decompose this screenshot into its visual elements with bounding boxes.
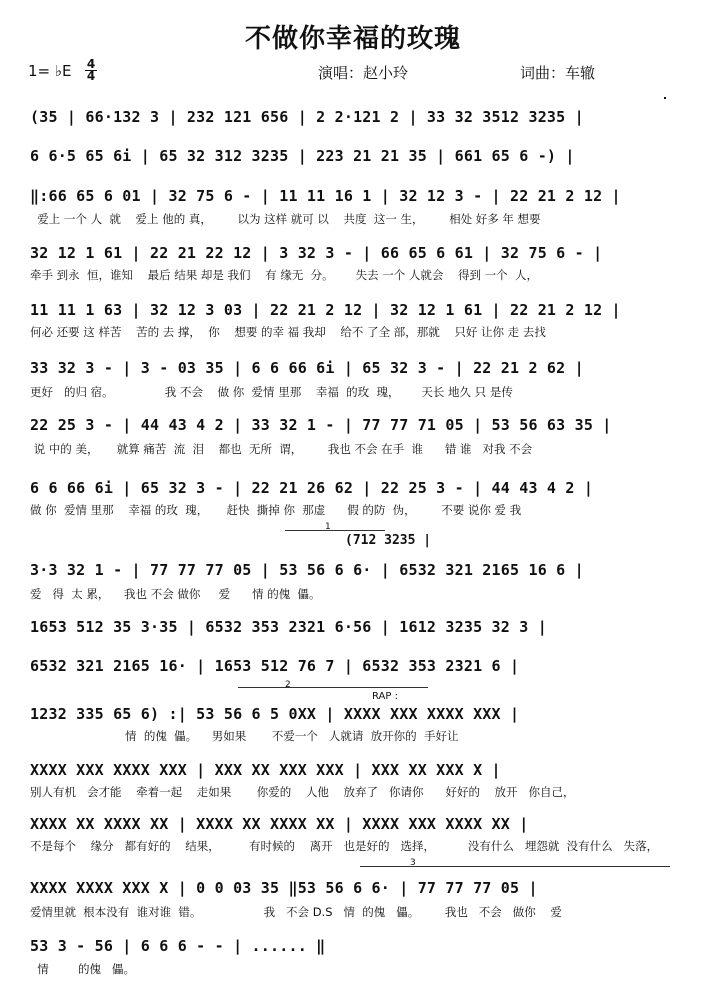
time-signature bbox=[84, 59, 98, 82]
time-signature-top: 4 bbox=[86, 57, 96, 71]
notation-line: 53 3 - 56 | 6 6 6 - - | ...... ‖ bbox=[30, 937, 326, 955]
lyrics-line: 说 中的 美， 就算 痛苦 流 泪 都也 无所 谓， 我也 不会 在手 谁 错 谁 对我 不会 bbox=[30, 442, 533, 456]
lyrics-line: 不是每个 缘分 都有好的 结果， 有时候的 离开 也是好的 选择， 没有什么 埋怨就 没有什么 失落， bbox=[30, 839, 659, 853]
notation-line: 6 6 66 6i | 65 32 3 - | 22 21 26 62 | 22 25 3 - | 44 43 4 2 | bbox=[30, 479, 594, 497]
lyrics-line: 爱 得 太 累， 我也 不会 做你 爱 情 的傀 儡。 bbox=[30, 587, 321, 601]
notation-line: XXXX XXXX XXX X | 0 0 03 35 ‖53 56 6 6· | 77 77 77 05 | bbox=[30, 879, 538, 897]
lyrics-line: 情 的傀 儡。 男如果 不爱一个 人就请 放开你的 手好让 bbox=[30, 729, 459, 743]
lyrics-line: 何必 还要 这 样苦 苦的 去 撑， 你 想要 的幸 福 我却 给不 了全 部，那就 只好 让你 走 去找 bbox=[30, 325, 546, 339]
notation-line: 11 11 1 63 | 32 12 3 03 | 22 21 2 12 | 32 12 1 61 | 22 21 2 12 | bbox=[30, 301, 621, 319]
notation-line: (35 | 66·132 3 | 232 121 656 | 2 2·121 2 | 33 32 3512 3235 | bbox=[30, 108, 584, 126]
volta-label-3: 3 bbox=[410, 858, 416, 868]
notation-line: XXXX XXX XXXX XXX | XXX XX XXX XXX | XXX XX XXX X | bbox=[30, 761, 501, 779]
volta-bracket-2 bbox=[238, 687, 428, 692]
lyrics-line: 爱情里就 根本没有 谁对谁 错。 我 不会 D.S 情 的傀 儡。 我也 不会 做你 爱 bbox=[30, 905, 562, 919]
corner-dot bbox=[664, 97, 666, 99]
notation-line: 33 32 3 - | 3 - 03 35 | 6 6 66 6i | 65 32 3 - | 22 21 2 62 | bbox=[30, 359, 584, 377]
notation-line: 6 6·5 65 6i | 65 32 312 3235 | 223 21 21 35 | 661 65 6 -) | bbox=[30, 147, 575, 165]
time-signature-bottom: 4 bbox=[86, 69, 96, 83]
lyrics-line: 做 你 爱情 里那 幸福 的玫 瑰， 赶快 撕掉 你 那虚 假 的防 伪， 不要 说你 爱 我 bbox=[30, 503, 522, 517]
key-signature: 1= ♭E bbox=[28, 62, 72, 80]
notation-line: 1653 512 35 3·35 | 6532 353 2321 6·56 | 1612 3235 32 3 | bbox=[30, 618, 547, 636]
lyrics-line: 情 的傀 儡。 bbox=[30, 962, 136, 976]
notation-line: 3·3 32 1 - | 77 77 77 05 | 53 56 6 6· | 6532 321 2165 16 6 | bbox=[30, 561, 584, 579]
lyrics-line: 更好 的归 宿。 我 不会 做 你 爱情 里那 幸福 的玫 瑰， 天长 地久 只 是传 bbox=[30, 385, 513, 399]
notation-line: 32 12 1 61 | 22 21 22 12 | 3 32 3 - | 66 65 6 61 | 32 75 6 - | bbox=[30, 244, 603, 262]
volta-bracket-3 bbox=[360, 866, 670, 871]
volta-label-2: 2 bbox=[285, 680, 291, 690]
notation-line: 1232 335 65 6) :| 53 56 6 5 0XX | XXXX XXX XXXX XXX | bbox=[30, 705, 520, 723]
extension-notes: (712 3235 | bbox=[345, 533, 432, 548]
notation-line: ‖:66 65 6 01 | 32 75 6 - | 11 11 16 1 | 32 12 3 - | 22 21 2 12 | bbox=[30, 187, 621, 205]
notation-line: 6532 321 2165 16· | 1653 512 76 7 | 6532 353 2321 6 | bbox=[30, 657, 520, 675]
volta-label-1: 1 bbox=[325, 522, 331, 532]
lyrics-line: 爱上 一个 人 就 爱上 他的 真， 以为 这样 就可 以 共度 这一 生， 相处 好多 年 想要 bbox=[30, 212, 541, 226]
singer: 演唱：赵小玲 bbox=[318, 64, 409, 82]
notation-line: 22 25 3 - | 44 43 4 2 | 33 32 1 - | 77 77 71 05 | 53 56 63 35 | bbox=[30, 416, 612, 434]
credits: 词曲：车辙 bbox=[520, 64, 596, 82]
lyrics-line: 别人有机 会才能 牵着一起 走如果 你爱的 人他 放弃了 你请你 好好的 放开 你自己， bbox=[30, 785, 575, 799]
song-title: 不做你幸福的玫瑰 bbox=[244, 24, 461, 54]
notation-line: XXXX XX XXXX XX | XXXX XX XXXX XX | XXXX XXX XXXX XX | bbox=[30, 815, 529, 833]
lyrics-line: 牵手 到永 恒，谁知 最后 结果 却是 我们 有 缘无 分。 失去 一个 人就会 得到 一个 人， bbox=[30, 268, 538, 282]
rap-marker: RAP : bbox=[372, 691, 398, 702]
